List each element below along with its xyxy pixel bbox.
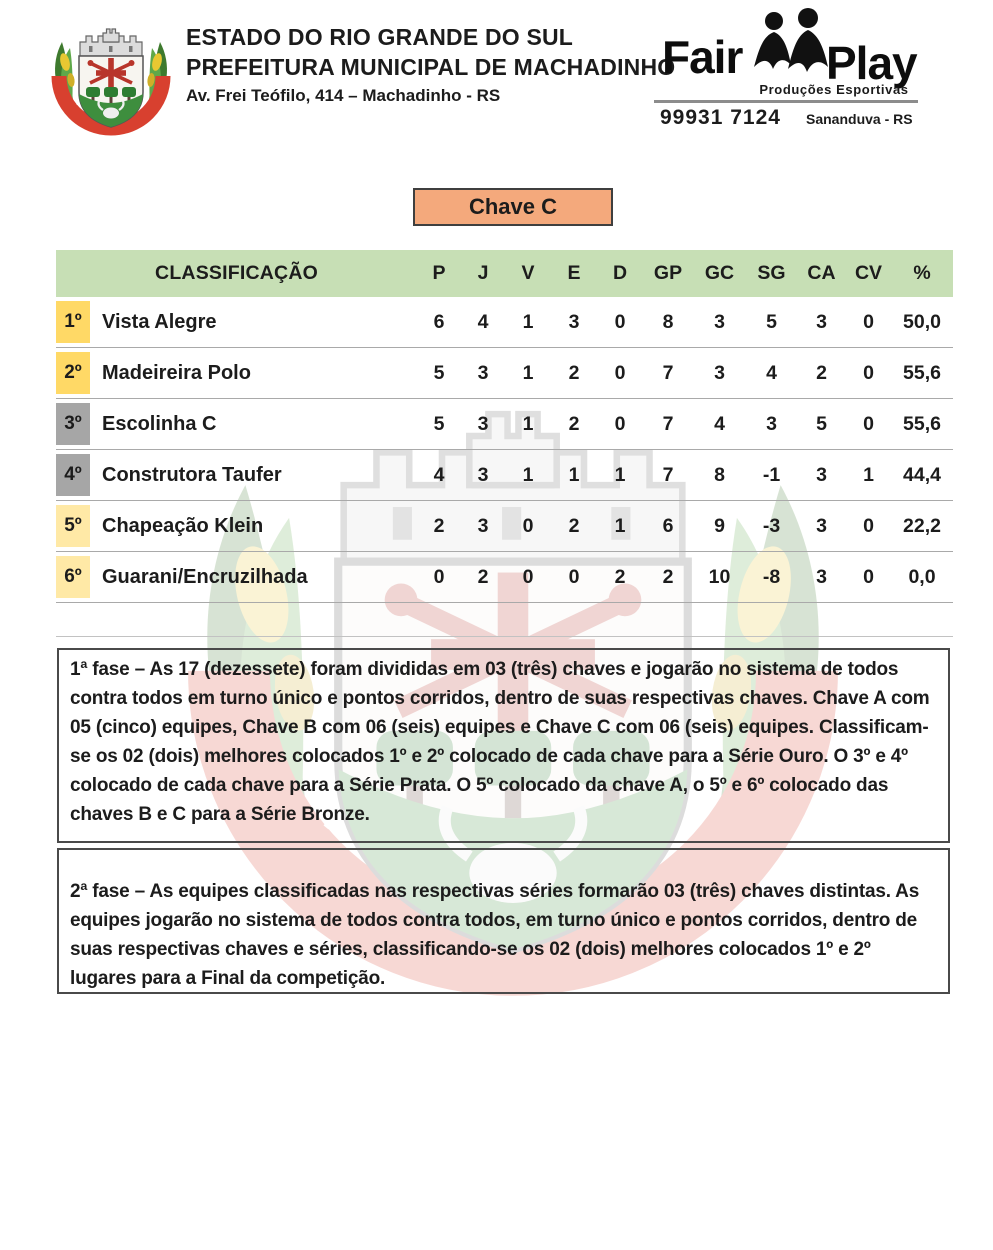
- phase1-text: 1ª fase – As 17 (dezessete) foram divididas em 03 (três) chaves e jogarão no sistema de todos contra todos em turno único e pontos corridos, dentro de suas respectivas chaves. Chave A com 05 (cinco) equipes, Chave B com 06 (seis) equipes e Chave C com 06 (seis) equipes. Classificam-se os 02 (dois) melhores colocados 1º e 2º colocado de cada chave para a Série Ouro. O 3º e 4º colocado de cada chave para a Série Prata. O 5º colocado da chave A, o 5º e 6º colocado das chaves B e C para a Série Bronze.: [70, 659, 930, 825]
- column-header: CA: [807, 262, 836, 284]
- stat-cell: 2: [477, 565, 489, 588]
- stat-cell: 8: [662, 310, 674, 333]
- logo-word-play: Play: [826, 37, 917, 89]
- stat-cell: 4: [477, 310, 489, 333]
- table-row: [56, 348, 953, 399]
- position-badge: 1º: [56, 301, 90, 343]
- stat-values: [417, 413, 953, 436]
- position-badge: 6º: [56, 556, 90, 598]
- column-header: J: [477, 262, 489, 284]
- stat-values: [417, 566, 953, 589]
- logo-divider: [654, 100, 918, 103]
- stat-cell: 4: [433, 463, 445, 486]
- stat-cell: 2: [568, 514, 580, 537]
- classification-header: CLASSIFICAÇÃO: [155, 262, 318, 284]
- phase2-text: 2ª fase – As equipes classificadas nas respectivas séries formarão 03 (três) chaves distintas. As equipes jogarão no sistema de todos contra todos, em turno único e pontos corridos, dentro de suas respectivas chaves e séries, classificando-se os 02 (dois) melhores colocados 1º e 2º lugares para a Final da competição.: [70, 881, 920, 989]
- stat-values: [417, 515, 953, 538]
- phone-number: 99931 7124: [660, 106, 781, 129]
- stat-cell: 7: [662, 412, 674, 435]
- position-badge: 3º: [56, 403, 90, 445]
- column-header: GP: [653, 262, 683, 284]
- address-line: Av. Frei Teófilo, 414 – Machadinho - RS: [186, 86, 501, 105]
- government-heading: [186, 22, 675, 106]
- stat-cell: 10: [708, 565, 731, 588]
- stat-cell: 9: [714, 514, 725, 537]
- stat-cell: 2: [433, 514, 445, 537]
- stat-cell: 2: [662, 565, 674, 588]
- stat-values: [417, 464, 953, 487]
- stat-cell: 55,6: [903, 361, 941, 384]
- team-name: Guarani/Encruzilhada: [102, 565, 308, 588]
- stat-cell: 1: [568, 463, 580, 486]
- stat-cell: 3: [816, 310, 827, 333]
- group-title-box: Chave C: [413, 188, 613, 226]
- stat-cell: 5: [816, 412, 827, 435]
- fairplay-logo: [648, 8, 924, 129]
- column-header: CV: [854, 262, 883, 284]
- stat-cell: 44,4: [903, 463, 941, 486]
- empty-row: [56, 603, 953, 637]
- stat-cell: -1: [762, 463, 781, 486]
- stat-cell: 8: [714, 463, 725, 486]
- stat-cell: 0: [522, 514, 534, 537]
- column-header: E: [567, 262, 581, 284]
- stat-cell: 7: [662, 361, 674, 384]
- stat-cell: 1: [614, 514, 626, 537]
- stat-cell: 1: [522, 361, 534, 384]
- table-row: [56, 297, 953, 348]
- stat-cell: 7: [662, 463, 674, 486]
- stat-cell: 0: [614, 310, 626, 333]
- municipality-name: PREFEITURA MUNICIPAL DE MACHADINHO: [186, 54, 676, 80]
- team-name: Escolinha C: [102, 412, 217, 435]
- column-header: %: [913, 262, 931, 284]
- logo-city: Sananduva - RS: [806, 111, 913, 127]
- stat-cell: 0: [614, 361, 626, 384]
- stat-cell: 4: [766, 361, 777, 384]
- stat-cell: 6: [662, 514, 674, 537]
- municipal-crest: [46, 6, 176, 138]
- phase2-note-box: [57, 848, 950, 994]
- stat-cell: 0: [863, 361, 874, 384]
- team-name: Construtora Taufer: [102, 463, 282, 486]
- stat-cell: 3: [766, 412, 777, 435]
- stat-cell: 2: [816, 361, 827, 384]
- stat-cell: 5: [433, 412, 445, 435]
- stat-cell: 0: [522, 565, 534, 588]
- stat-cell: 3: [477, 463, 489, 486]
- stat-cell: -8: [762, 565, 781, 588]
- stat-cell: 1: [614, 463, 626, 486]
- stat-cell: 3: [816, 463, 827, 486]
- stat-cell: 3: [714, 361, 725, 384]
- stat-cell: 1: [522, 463, 534, 486]
- stat-cell: 2: [568, 361, 580, 384]
- stat-cell: 3: [714, 310, 725, 333]
- stat-cell: 0: [863, 565, 874, 588]
- stat-cell: 0: [433, 565, 445, 588]
- stat-cell: 5: [766, 310, 777, 333]
- column-header: V: [521, 262, 535, 284]
- stat-cell: 6: [433, 310, 445, 333]
- stat-values: [417, 362, 953, 385]
- stat-cell: 4: [714, 412, 725, 435]
- standings-header-cols: [417, 262, 953, 285]
- state-name: ESTADO DO RIO GRANDE DO SUL: [186, 24, 574, 50]
- standings-table-body: [56, 297, 953, 603]
- team-name: Chapeação Klein: [102, 514, 264, 537]
- stat-cell: 0: [863, 514, 874, 537]
- stat-cell: 1: [522, 412, 534, 435]
- table-row: [56, 552, 953, 603]
- stat-cell: 5: [433, 361, 445, 384]
- column-header: SG: [757, 262, 786, 284]
- stat-cell: 1: [863, 463, 874, 486]
- stat-values: [417, 311, 953, 334]
- stat-cell: 22,2: [903, 514, 941, 537]
- position-badge: 4º: [56, 454, 90, 496]
- column-header: GC: [704, 262, 735, 284]
- position-badge: 5º: [56, 505, 90, 547]
- table-row: [56, 399, 953, 450]
- stat-cell: 3: [816, 565, 827, 588]
- stat-cell: 0: [568, 565, 580, 588]
- stat-cell: 3: [477, 514, 489, 537]
- stat-cell: 2: [614, 565, 626, 588]
- stat-cell: 0: [614, 412, 626, 435]
- stat-cell: 3: [568, 310, 580, 333]
- column-header: P: [432, 262, 446, 284]
- position-badge: 2º: [56, 352, 90, 394]
- logo-word-fair: Fair: [662, 31, 743, 83]
- stat-cell: 3: [477, 412, 489, 435]
- table-row: [56, 450, 953, 501]
- logo-tagline: Produções Esportivas: [759, 82, 909, 97]
- stat-cell: 2: [568, 412, 580, 435]
- standings-header-row: [56, 250, 953, 297]
- stat-cell: 55,6: [903, 412, 941, 435]
- stat-cell: 0: [863, 310, 874, 333]
- column-header: D: [612, 262, 628, 284]
- stat-cell: 0,0: [908, 565, 936, 588]
- team-name: Madeireira Polo: [102, 361, 251, 384]
- stat-cell: 1: [522, 310, 534, 333]
- stat-cell: 3: [477, 361, 489, 384]
- stat-cell: 3: [816, 514, 827, 537]
- stat-cell: -3: [762, 514, 781, 537]
- people-icon: [744, 8, 836, 82]
- stat-cell: 0: [863, 412, 874, 435]
- standings-table: [56, 250, 953, 637]
- team-name: Vista Alegre: [102, 310, 217, 333]
- stat-cell: 50,0: [903, 310, 941, 333]
- phase1-note-box: [57, 648, 950, 843]
- letterhead: [0, 0, 993, 150]
- table-row: [56, 501, 953, 552]
